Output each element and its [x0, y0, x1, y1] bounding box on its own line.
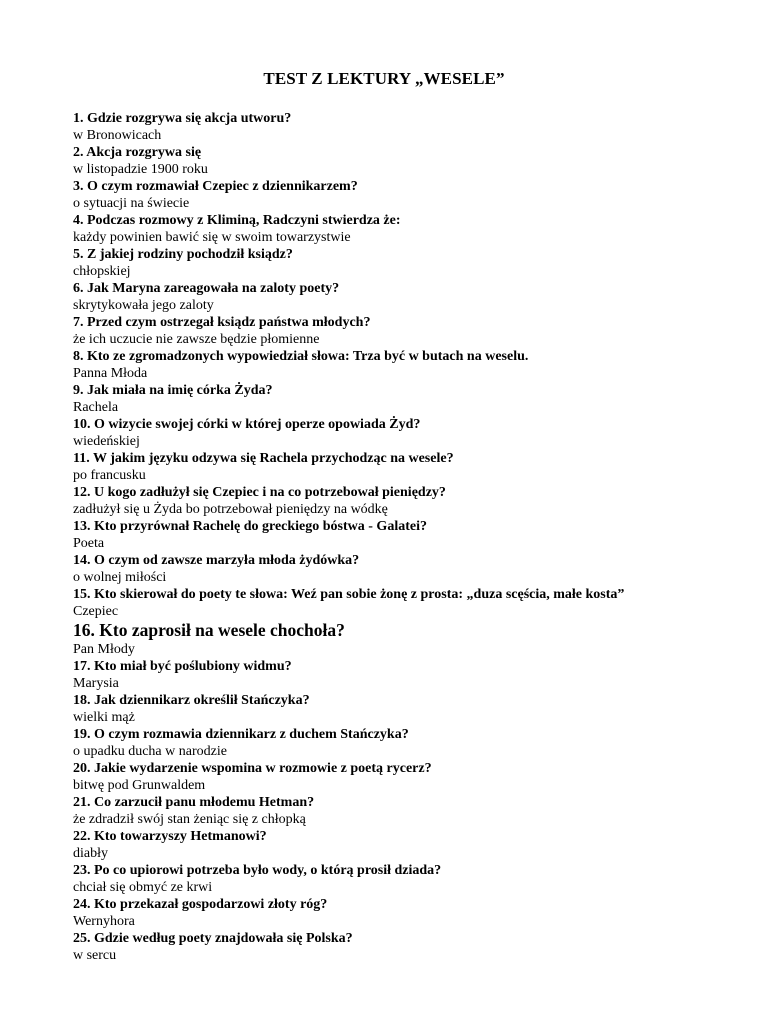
qa-item-11 — [73, 450, 733, 484]
question-text: 9. Jak miała na imię córka Żyda? — [73, 383, 273, 398]
qa-item-7 — [73, 314, 733, 348]
qa-item-4 — [73, 212, 733, 246]
question-text: 15. Kto skierował do poety te słowa: Weź pan sobie żonę z prosta: „duza scęścia, małe kosta” — [73, 587, 625, 602]
qa-item-9 — [73, 382, 733, 416]
qa-item-24 — [73, 896, 733, 930]
qa-item-10 — [73, 416, 733, 450]
qa-item-25 — [73, 930, 733, 964]
answer-text: chciał się obmyć ze krwi — [73, 880, 213, 895]
question-text: 12. U kogo zadłużył się Czepiec i na co potrzebował pieniędzy? — [73, 485, 446, 500]
answer-text: wielki mąż — [73, 710, 135, 725]
answer-text: skrytykowała jego zaloty — [73, 298, 214, 313]
answer-text: po francusku — [73, 468, 146, 483]
question-text: 8. Kto ze zgromadzonych wypowiedział słowa: Trza być w butach na weselu. — [73, 349, 529, 364]
question-text: 20. Jakie wydarzenie wspomina w rozmowie z poetą rycerz? — [73, 761, 432, 776]
answer-text: Rachela — [73, 400, 119, 415]
question-text: 18. Jak dziennikarz określił Stańczyka? — [73, 693, 310, 708]
qa-item-18 — [73, 692, 733, 726]
question-text: 3. O czym rozmawiał Czepiec z dziennikarzem? — [73, 179, 358, 194]
qa-item-15 — [73, 586, 733, 620]
qa-item-16 — [73, 620, 733, 658]
answer-text: Poeta — [73, 536, 105, 551]
question-text: 22. Kto towarzyszy Hetmanowi? — [73, 829, 267, 844]
question-text: 19. O czym rozmawia dziennikarz z duchem Stańczyka? — [73, 727, 409, 742]
question-text: 1. Gdzie rozgrywa się akcja utworu? — [73, 111, 292, 126]
answer-text: bitwę pod Grunwaldem — [73, 778, 206, 793]
answer-text: że ich uczucie nie zawsze będzie płomienne — [73, 332, 320, 347]
answer-text: o sytuacji na świecie — [73, 196, 190, 211]
answer-text: chłopskiej — [73, 264, 131, 279]
answer-text: Panna Młoda — [73, 366, 148, 381]
question-text: 23. Po co upiorowi potrzeba było wody, o którą prosił dziada? — [73, 863, 442, 878]
question-text: 7. Przed czym ostrzegał ksiądz państwa młodych? — [73, 315, 371, 330]
question-text: 17. Kto miał być poślubiony widmu? — [73, 659, 292, 674]
qa-item-2 — [73, 144, 733, 178]
qa-item-22 — [73, 828, 733, 862]
answer-text: Marysia — [73, 676, 119, 691]
question-text: 10. O wizycie swojej córki w której operze opowiada Żyd? — [73, 417, 421, 432]
qa-item-3 — [73, 178, 733, 212]
answer-text: zadłużył się u Żyda bo potrzebował pieniędzy na wódkę — [73, 502, 388, 517]
answer-text: w sercu — [73, 948, 117, 963]
answer-text: że zdradził swój stan żeniąc się z chłopką — [73, 812, 306, 827]
question-text: 25. Gdzie według poety znajdowała się Polska? — [73, 931, 353, 946]
qa-item-13 — [73, 518, 733, 552]
answer-text: Wernyhora — [73, 914, 135, 929]
qa-item-6 — [73, 280, 733, 314]
qa-item-8 — [73, 348, 733, 382]
answer-text: o upadku ducha w narodzie — [73, 744, 227, 759]
answer-text: o wolnej miłości — [73, 570, 167, 585]
qa-item-21 — [73, 794, 733, 828]
question-text: 16. Kto zaprosił na wesele chochoła? — [73, 620, 345, 640]
answer-text: diabły — [73, 846, 108, 861]
question-list — [73, 110, 733, 964]
question-text: 11. W jakim języku odzywa się Rachela przychodząc na wesele? — [73, 451, 454, 466]
qa-item-20 — [73, 760, 733, 794]
answer-text: w listopadzie 1900 roku — [73, 162, 208, 177]
qa-item-1 — [73, 110, 733, 144]
question-text: 13. Kto przyrównał Rachelę do greckiego bóstwa - Galatei? — [73, 519, 427, 534]
document-title: TEST Z LEKTURY „WESELE” — [263, 69, 505, 88]
question-text: 21. Co zarzucił panu młodemu Hetman? — [73, 795, 315, 810]
qa-item-14 — [73, 552, 733, 586]
question-text: 4. Podczas rozmowy z Kliminą, Radczyni stwierdza że: — [73, 213, 401, 228]
question-text: 24. Kto przekazał gospodarzowi złoty róg? — [73, 897, 328, 912]
qa-item-12 — [73, 484, 733, 518]
answer-text: Czepiec — [73, 604, 119, 619]
qa-item-17 — [73, 658, 733, 692]
question-text: 5. Z jakiej rodziny pochodził ksiądz? — [73, 247, 293, 262]
qa-item-5 — [73, 246, 733, 280]
answer-text: każdy powinien bawić się w swoim towarzystwie — [73, 230, 351, 245]
question-text: 2. Akcja rozgrywa się — [73, 145, 202, 160]
answer-text: Pan Młody — [73, 642, 135, 657]
qa-item-19 — [73, 726, 733, 760]
answer-text: wiedeńskiej — [73, 434, 140, 449]
answer-text: w Bronowicach — [73, 128, 162, 143]
question-text: 6. Jak Maryna zareagowała na zaloty poety? — [73, 281, 340, 296]
question-text: 14. O czym od zawsze marzyła młoda żydówka? — [73, 553, 360, 568]
qa-item-23 — [73, 862, 733, 896]
